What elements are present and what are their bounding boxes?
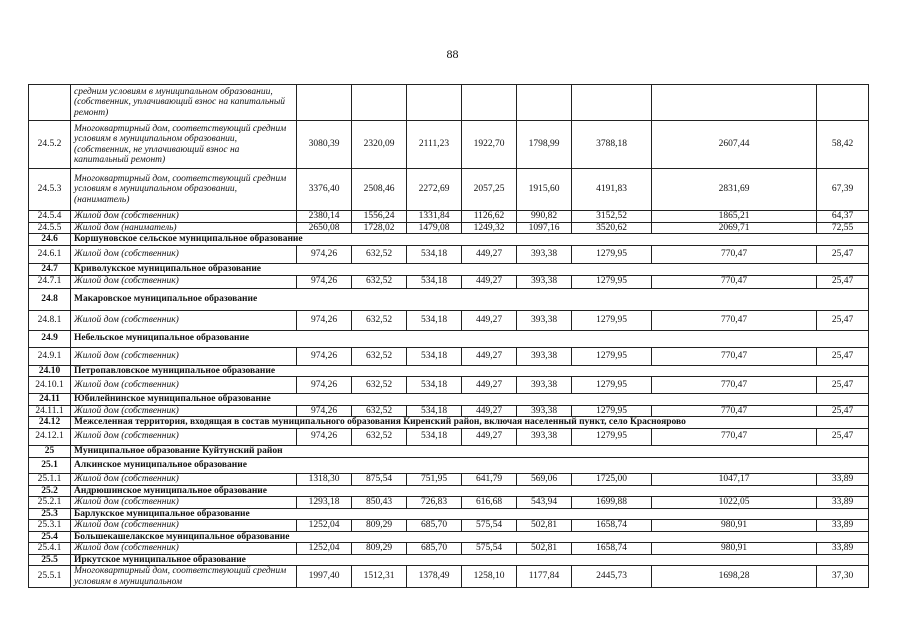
value-col-1: 974,26	[297, 246, 352, 264]
value-col-4: 449,27	[462, 405, 517, 417]
row-code: 24.8.1	[29, 310, 71, 330]
value-col-6: 1279,95	[572, 405, 652, 417]
value-col-7: 770,47	[652, 405, 817, 417]
value-col-5: 569,06	[517, 473, 572, 485]
row-code: 24.10.1	[29, 377, 71, 394]
table-row	[29, 310, 869, 330]
value-col-7: 770,47	[652, 246, 817, 264]
value-col-7: 770,47	[652, 310, 817, 330]
section-row	[29, 330, 869, 347]
value-col-1: 974,26	[297, 275, 352, 288]
row-description: средним условиям в муниципальном образовании, (собственник, уплачивающий взнос на капитальный ремонт)	[71, 85, 297, 121]
row-code: 24.6	[29, 234, 71, 246]
section-row	[29, 457, 869, 473]
value-col-7: 770,47	[652, 428, 817, 445]
value-col-1: 1252,04	[297, 543, 352, 555]
value-col-6: 4191,83	[572, 169, 652, 211]
section-title: Криволукское муниципальное образование	[71, 264, 869, 276]
table-row	[29, 520, 869, 532]
row-description: Жилой дом (собственник)	[71, 473, 297, 485]
table-row	[29, 428, 869, 445]
value-col-1: 1293,18	[297, 497, 352, 509]
value-col-2: 1512,31	[352, 566, 407, 588]
value-col-7: 770,47	[652, 347, 817, 365]
value-col-1: 974,26	[297, 310, 352, 330]
value-col-6: 1658,74	[572, 543, 652, 555]
table-row	[29, 275, 869, 288]
value-col-3: 1331,84	[407, 211, 462, 223]
value-col-7: 2607,44	[652, 121, 817, 169]
table-row	[29, 85, 869, 121]
row-code: 25.4	[29, 531, 71, 543]
row-code: 25.2.1	[29, 497, 71, 509]
value-col-4: 449,27	[462, 275, 517, 288]
value-col-2: 632,52	[352, 246, 407, 264]
value-col-3: 534,18	[407, 310, 462, 330]
value-col-6: 1279,95	[572, 246, 652, 264]
value-col-4: 641,79	[462, 473, 517, 485]
value-col-7: 770,47	[652, 275, 817, 288]
section-row	[29, 394, 869, 406]
value-col-8: 33,89	[817, 543, 869, 555]
section-row	[29, 234, 869, 246]
value-col-7: 980,91	[652, 520, 817, 532]
value-col-5: 502,81	[517, 520, 572, 532]
value-col-1: 974,26	[297, 428, 352, 445]
value-col-8: 25,47	[817, 347, 869, 365]
value-col-6: 1658,74	[572, 520, 652, 532]
value-col-6: 3520,62	[572, 222, 652, 234]
value-col-2: 1728,02	[352, 222, 407, 234]
value-col-5: 1915,60	[517, 169, 572, 211]
value-col-1: 974,26	[297, 377, 352, 394]
table-row	[29, 543, 869, 555]
section-row	[29, 288, 869, 310]
row-code: 25.3.1	[29, 520, 71, 532]
value-col-8: 37,30	[817, 566, 869, 588]
row-code: 25.5	[29, 554, 71, 566]
value-col-5: 393,38	[517, 347, 572, 365]
value-col-2: 2508,46	[352, 169, 407, 211]
value-col-4: 1126,62	[462, 211, 517, 223]
value-col-5: 393,38	[517, 310, 572, 330]
section-title: Юбилейнинское муниципальное образование	[71, 394, 869, 406]
value-col-5: 393,38	[517, 405, 572, 417]
row-code: 24.6.1	[29, 246, 71, 264]
value-col-8: 67,39	[817, 169, 869, 211]
value-col-8: 58,42	[817, 121, 869, 169]
section-row	[29, 445, 869, 457]
value-col-3: 1479,08	[407, 222, 462, 234]
row-description: Многоквартирный дом, соответствующий средним условиям в муниципальном	[71, 566, 297, 588]
value-col-2: 809,29	[352, 520, 407, 532]
row-description: Жилой дом (собственник)	[71, 347, 297, 365]
row-code: 25.2	[29, 485, 71, 497]
value-col-6: 3152,52	[572, 211, 652, 223]
row-code: 24.7.1	[29, 275, 71, 288]
value-col-7: 980,91	[652, 543, 817, 555]
row-description: Жилой дом (собственник)	[71, 520, 297, 532]
value-col-6: 1725,00	[572, 473, 652, 485]
section-row	[29, 531, 869, 543]
value-col-1: 1252,04	[297, 520, 352, 532]
value-col-1: 1997,40	[297, 566, 352, 588]
value-col-7: 2831,69	[652, 169, 817, 211]
value-col-3: 534,18	[407, 246, 462, 264]
row-description: Жилой дом (собственник)	[71, 543, 297, 555]
value-col-2: 632,52	[352, 377, 407, 394]
value-col-1: 974,26	[297, 405, 352, 417]
value-col-5: 393,38	[517, 275, 572, 288]
value-col-5: 393,38	[517, 246, 572, 264]
value-col-6: 1279,95	[572, 347, 652, 365]
value-col-3	[407, 85, 462, 121]
value-col-2: 632,52	[352, 428, 407, 445]
value-col-8: 33,89	[817, 473, 869, 485]
value-col-7: 2069,71	[652, 222, 817, 234]
value-col-6: 3788,18	[572, 121, 652, 169]
value-col-2: 632,52	[352, 275, 407, 288]
section-row	[29, 554, 869, 566]
value-col-8: 33,89	[817, 497, 869, 509]
row-code: 24.8	[29, 288, 71, 310]
value-col-4: 449,27	[462, 347, 517, 365]
section-row	[29, 264, 869, 276]
value-col-1: 3376,40	[297, 169, 352, 211]
section-title: Большекашелакское муниципальное образование	[71, 531, 869, 543]
value-col-2	[352, 85, 407, 121]
value-col-6: 1279,95	[572, 275, 652, 288]
value-col-7: 770,47	[652, 377, 817, 394]
value-col-2: 875,54	[352, 473, 407, 485]
value-col-5: 1097,16	[517, 222, 572, 234]
row-code: 24.11.1	[29, 405, 71, 417]
row-code: 25.1.1	[29, 473, 71, 485]
row-description: Жилой дом (собственник)	[71, 211, 297, 223]
value-col-4: 1249,32	[462, 222, 517, 234]
value-col-4: 575,54	[462, 543, 517, 555]
row-code: 24.5.4	[29, 211, 71, 223]
row-code: 24.5.2	[29, 121, 71, 169]
table-row	[29, 121, 869, 169]
value-col-3: 1378,49	[407, 566, 462, 588]
value-col-3: 2111,23	[407, 121, 462, 169]
value-col-6: 1699,88	[572, 497, 652, 509]
value-col-1: 3080,39	[297, 121, 352, 169]
table-row	[29, 169, 869, 211]
value-col-5: 1177,84	[517, 566, 572, 588]
table-row	[29, 473, 869, 485]
row-code: 25	[29, 445, 71, 457]
row-description: Жилой дом (собственник)	[71, 497, 297, 509]
value-col-1: 974,26	[297, 347, 352, 365]
section-title: Андрюшинское муниципальное образование	[71, 485, 869, 497]
value-col-3: 726,83	[407, 497, 462, 509]
row-code: 25.5.1	[29, 566, 71, 588]
section-title: Макаровское муниципальное образование	[71, 288, 869, 310]
section-row	[29, 508, 869, 520]
value-col-3: 751,95	[407, 473, 462, 485]
value-col-8: 64,37	[817, 211, 869, 223]
value-col-8: 72,55	[817, 222, 869, 234]
row-description: Жилой дом (собственник)	[71, 428, 297, 445]
table-body	[29, 85, 869, 588]
value-col-7: 1698,28	[652, 566, 817, 588]
value-col-8: 25,47	[817, 428, 869, 445]
tariff-table	[28, 84, 869, 588]
value-col-3: 534,18	[407, 377, 462, 394]
row-code: 24.9.1	[29, 347, 71, 365]
table-row	[29, 246, 869, 264]
value-col-3: 2272,69	[407, 169, 462, 211]
value-col-3: 534,18	[407, 405, 462, 417]
value-col-5: 543,94	[517, 497, 572, 509]
value-col-2: 809,29	[352, 543, 407, 555]
value-col-5	[517, 85, 572, 121]
row-description: Жилой дом (собственник)	[71, 246, 297, 264]
value-col-8: 33,89	[817, 520, 869, 532]
value-col-8: 25,47	[817, 310, 869, 330]
value-col-3: 685,70	[407, 520, 462, 532]
value-col-4: 2057,25	[462, 169, 517, 211]
value-col-8: 25,47	[817, 275, 869, 288]
value-col-1: 1318,30	[297, 473, 352, 485]
table-row	[29, 211, 869, 223]
value-col-6: 2445,73	[572, 566, 652, 588]
section-title: Алкинское муниципальное образование	[71, 457, 869, 473]
value-col-4: 1258,10	[462, 566, 517, 588]
value-col-1: 2380,14	[297, 211, 352, 223]
value-col-6: 1279,95	[572, 377, 652, 394]
row-description: Жилой дом (собственник)	[71, 275, 297, 288]
value-col-4: 1922,70	[462, 121, 517, 169]
page-number: 88	[446, 47, 459, 61]
section-title: Коршуновское сельское муниципальное образование	[71, 234, 869, 246]
value-col-2: 1556,24	[352, 211, 407, 223]
section-title: Иркутское муниципальное образование	[71, 554, 869, 566]
table-row	[29, 405, 869, 417]
value-col-8	[817, 85, 869, 121]
value-col-8: 25,47	[817, 377, 869, 394]
value-col-5: 393,38	[517, 377, 572, 394]
value-col-6	[572, 85, 652, 121]
value-col-8: 25,47	[817, 405, 869, 417]
row-code: 24.11	[29, 394, 71, 406]
row-code: 24.5.5	[29, 222, 71, 234]
table-row	[29, 566, 869, 588]
value-col-2: 632,52	[352, 347, 407, 365]
section-title: Петропавловское муниципальное образование	[71, 365, 869, 377]
section-title: Барлукское муниципальное образование	[71, 508, 869, 520]
value-col-2: 2320,09	[352, 121, 407, 169]
value-col-4: 449,27	[462, 310, 517, 330]
row-description: Жилой дом (собственник)	[71, 377, 297, 394]
row-description: Многоквартирный дом, соответствующий средним условиям в муниципальном образовании, (собственник, не уплачивающий взнос на капитальный ремонт)	[71, 121, 297, 169]
table-row	[29, 222, 869, 234]
value-col-7: 1865,21	[652, 211, 817, 223]
section-title: Межселенная территория, входящая в состав муниципального образования Киренский район, включая населенный пункт, село Красноярово	[71, 417, 869, 429]
row-code: 25.1	[29, 457, 71, 473]
value-col-4: 449,27	[462, 377, 517, 394]
value-col-4	[462, 85, 517, 121]
row-code: 24.10	[29, 365, 71, 377]
row-description: Жилой дом (наниматель)	[71, 222, 297, 234]
row-code: 24.9	[29, 330, 71, 347]
value-col-3: 534,18	[407, 428, 462, 445]
table-row	[29, 347, 869, 365]
section-title: Небельское муниципальное образование	[71, 330, 869, 347]
value-col-4: 449,27	[462, 428, 517, 445]
row-code: 24.5.3	[29, 169, 71, 211]
section-row	[29, 417, 869, 429]
section-row	[29, 485, 869, 497]
row-description: Жилой дом (собственник)	[71, 310, 297, 330]
value-col-1: 2650,08	[297, 222, 352, 234]
value-col-3: 685,70	[407, 543, 462, 555]
value-col-3: 534,18	[407, 347, 462, 365]
row-code: 24.12	[29, 417, 71, 429]
value-col-3: 534,18	[407, 275, 462, 288]
value-col-4: 575,54	[462, 520, 517, 532]
section-row	[29, 365, 869, 377]
value-col-6: 1279,95	[572, 310, 652, 330]
table-row	[29, 497, 869, 509]
value-col-4: 616,68	[462, 497, 517, 509]
value-col-2: 850,43	[352, 497, 407, 509]
value-col-5: 990,82	[517, 211, 572, 223]
value-col-4: 449,27	[462, 246, 517, 264]
value-col-2: 632,52	[352, 310, 407, 330]
row-code: 24.12.1	[29, 428, 71, 445]
section-title: Муниципальное образование Куйтунский район	[71, 445, 869, 457]
row-description: Многоквартирный дом, соответствующий средним условиям в муниципальном образовании, (наниматель)	[71, 169, 297, 211]
value-col-7	[652, 85, 817, 121]
row-code: 24.7	[29, 264, 71, 276]
value-col-6: 1279,95	[572, 428, 652, 445]
value-col-8: 25,47	[817, 246, 869, 264]
value-col-7: 1047,17	[652, 473, 817, 485]
row-code	[29, 85, 71, 121]
row-code: 25.3	[29, 508, 71, 520]
value-col-2: 632,52	[352, 405, 407, 417]
value-col-1	[297, 85, 352, 121]
table-row	[29, 377, 869, 394]
row-description: Жилой дом (собственник)	[71, 405, 297, 417]
row-code: 25.4.1	[29, 543, 71, 555]
value-col-5: 502,81	[517, 543, 572, 555]
value-col-7: 1022,05	[652, 497, 817, 509]
value-col-5: 1798,99	[517, 121, 572, 169]
value-col-5: 393,38	[517, 428, 572, 445]
